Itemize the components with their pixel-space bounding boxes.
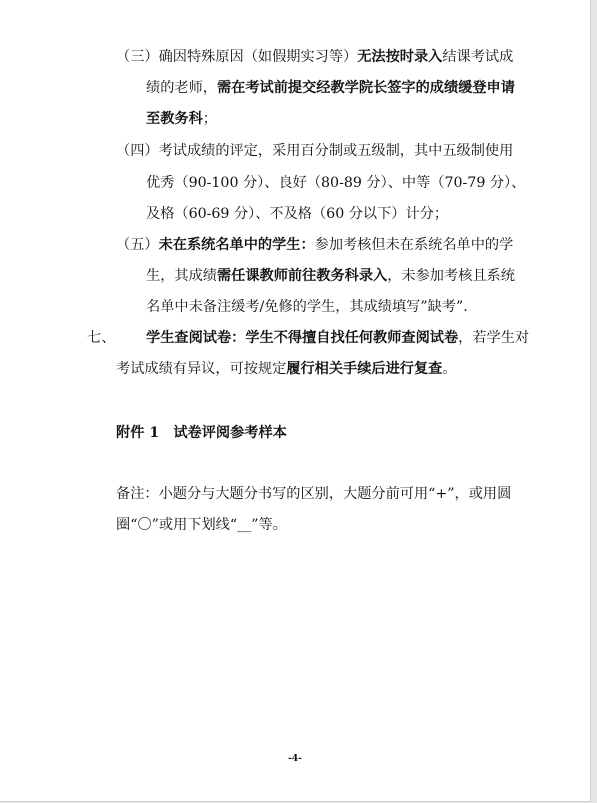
item-5-emphasis: 未在系统名单中的学生： <box>158 237 315 253</box>
item-3-emphasis: 无法按时录入 <box>357 49 443 65</box>
item-3-text: 绩的老师， <box>146 80 217 96</box>
item-5-text: 生，其成绩 <box>146 268 217 284</box>
item-3-text: （三）确因特殊原因（如假期实习等） <box>116 49 358 65</box>
attachment-heading: 附件 1 试卷评阅参考样本 <box>116 425 287 441</box>
item-3-line-3 <box>146 109 217 129</box>
item-5-line-1 <box>116 235 513 255</box>
item-3-text: ； <box>202 111 217 127</box>
section-7-text: 。 <box>442 361 457 377</box>
section-7-text: ，若学生对 <box>458 330 530 346</box>
item-4-line-1: （四）考试成绩的评定，采用百分制或五级制，其中五级制使用 <box>116 143 514 159</box>
section-7-line-1 <box>146 328 529 348</box>
section-7-line-2 <box>116 359 457 379</box>
item-5-line-3: 名单中未备注缓考/免修的学生，其成绩填写”缺考”. <box>146 299 468 315</box>
section-7-number: 七、 <box>87 330 116 346</box>
remark-line-1: 备注：小题分与大题分书写的区别，大题分前可用“+”，或用圆 <box>116 486 512 502</box>
item-3-emphasis: 至教务科 <box>146 111 203 127</box>
item-5-text: ，未参加考核且系统 <box>387 268 515 284</box>
item-5-emphasis: 需任课教师前往教务科录入 <box>216 268 388 284</box>
item-4-line-3: 及格（60-69 分）、不及格（60 分以下）计分； <box>146 206 449 222</box>
item-3-text: 结课考试成 <box>442 49 514 65</box>
section-7-emphasis: 学生查阅试卷：学生不得擅自找任何教师查阅试卷 <box>146 330 459 346</box>
item-3-line-2 <box>146 78 515 98</box>
item-5-line-2 <box>146 266 515 286</box>
section-7-text: 考试成绩有异议，可按规定 <box>116 361 287 377</box>
item-5-text: 参加考核但未在系统名单中的学 <box>314 237 514 253</box>
remark-line-2: 圈“〇”或用下划线“__”等。 <box>116 517 287 533</box>
section-7-emphasis: 履行相关手续后进行复查 <box>286 361 443 377</box>
item-5-text: （五） <box>116 237 159 253</box>
page-number: -4- <box>288 754 302 764</box>
item-4-line-2: 优秀（90-100 分）、良好（80-89 分）、中等（70-79 分）、 <box>146 175 526 191</box>
item-3-emphasis: 需在考试前提交经教学院长签字的成绩缓登申请 <box>216 80 515 96</box>
item-3-line-1 <box>116 47 513 67</box>
